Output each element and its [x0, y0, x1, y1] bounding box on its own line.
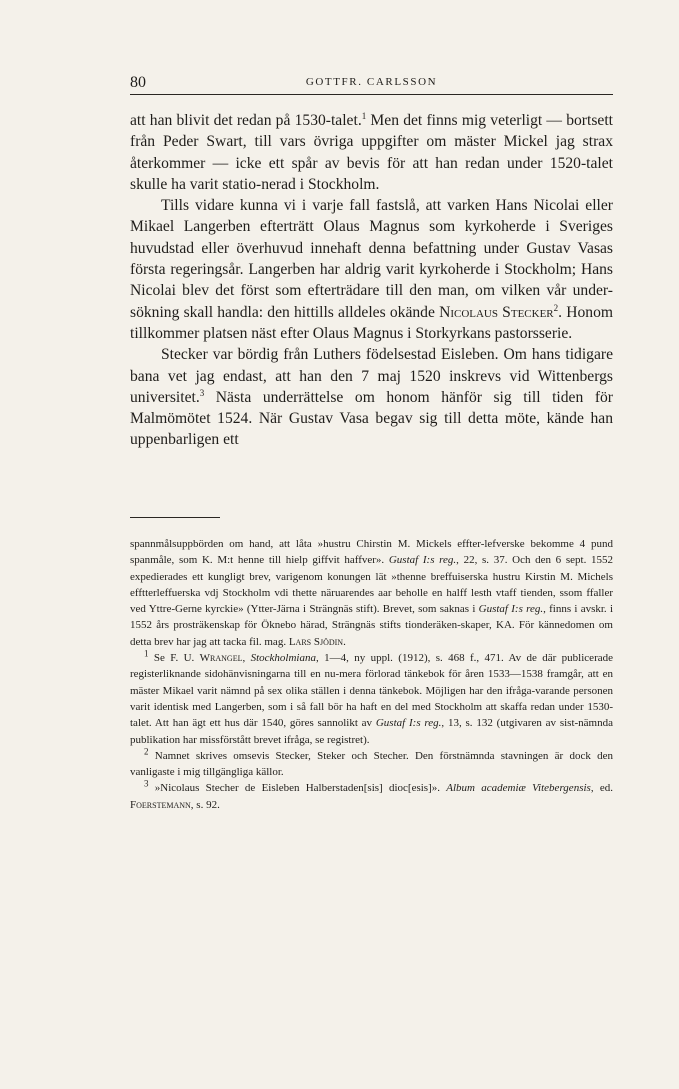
footnote-2: $^2$ Namnet skrives omsevis Stecker, Steker och Stecher. Den förstnämnda stavningen är dock den vanligaste i mig tillgängliga källor. — [130, 746, 613, 779]
footnote-continuation: spannmålsuppbörden om hand, att låta »hustru Chirstin M. Mickels effter-lefverske bekomme 4 pund spanmåle, som K. M:t henne till hielp giffvit haffver». Gustaf I:s reg., 22, s. 37. Och den 6 sept. 1552 expedierades ett kungligt brev, varigenom konungen lät »thenne breffuiserska hustru Kirstin M. Michels efftterleffuerska vdj Stockholm vdi thette näruarendes aar beholle en halff lesth vtaff tienden, ssom ffaller ved Yttre-Gerne kyrckie» (Ytter-Järna i Strängnäs stift). Brevet, som saknas i Gustaf I:s reg., finns i avskr. i 1552 års prosträkenskap för Öknebo härad, Strängnäs stifts tionderäken-skaper, KA. För kännedomen om detta brev har jag att tacka fil. mag. Lars Sjödin. — [130, 538, 614, 648]
page-number: 80 — [130, 74, 146, 91]
main-text — [130, 110, 613, 451]
page-header — [130, 74, 613, 94]
paragraph-1: att han blivit det redan på 1530-talet.$^1$ Men det finns mig veterligt — bortsett från Peder Swart, till vars övriga uppgifter om mäster Mickel jag strax återkommer — icke ett spår av bevis för att han redan under 1520-talet skulle ha varit statio-nerad i Stockholm. — [130, 110, 613, 193]
header-rule — [130, 94, 613, 95]
running-head: GOTTFR. CARLSSON — [305, 76, 438, 88]
footnote-rule — [130, 517, 220, 518]
footnote-3: $^3$ »Nicolaus Stecher de Eisleben Halberstaden[sis] dioc[esis]». Album academiæ Vitebergensis, ed. Foerstemann, s. 92. — [130, 778, 613, 811]
footnote-ref-3: 3 — [199, 387, 205, 398]
person-name: Nicolaus Stecker — [439, 303, 554, 321]
footnotes — [130, 536, 613, 813]
footnote-ref-2: 2 — [553, 302, 559, 313]
paragraph-2: Tills vidare kunna vi i varje fall fastslå, att varken Hans Nicolai eller Mikael Langerben efterträtt Olaus Magnus som kyrkoherde i Sveriges huvudstad eller överhuvud innehaft denna befattning under Gustav Vasas första regeringsår. Langerben har aldrig varit kyrkoherde i Stockholm; Hans Nicolai blev det först som efterträdare till den man, om vilken vår under-sökning skall handla: den hittills alldeles okände Nicolaus Stecker$^2$. Honom tillkommer platsen näst efter Olaus Magnus i Storkyrkans pastorsserie. — [130, 197, 614, 342]
footnote-1: $^1$ Se F. U. Wrangel, Stockholmiana, 1—4, ny uppl. (1912), s. 468 f., 471. Av de där publicerade registerliknande sidohänvisningarna till en nu-mera förlorad tänkebok för åren 1533—1538 framgår, att en mäster Mikael varit nämnd på sex olika ställen i denna tänkebok. Möjligen har den ifråga-varande personen varit identisk med Langerben, som i så fall bör ha haft en del med Stockholm att skaffa redan under 1530-talet. Att han ägt ett hus där 1540, göres sannolikt av Gustaf I:s reg., 13, s. 132 (utgivaren av sist-nämnda publikation har missförstått brevet ifråga, se registret). — [130, 648, 613, 746]
paragraph-3: Stecker var bördig från Luthers födelsestad Eisleben. Om hans tidigare bana vet jag endast, att han den 7 maj 1520 inskrevs vid Wittenbergs universitet.$^3$ Nästa underrättelse om honom hänför sig till tiden för Malmömötet 1524. När Gustav Vasa begav sig till detta möte, kände han uppenbarligen ett — [130, 346, 613, 449]
footnote-ref-1: 1 — [361, 110, 367, 121]
